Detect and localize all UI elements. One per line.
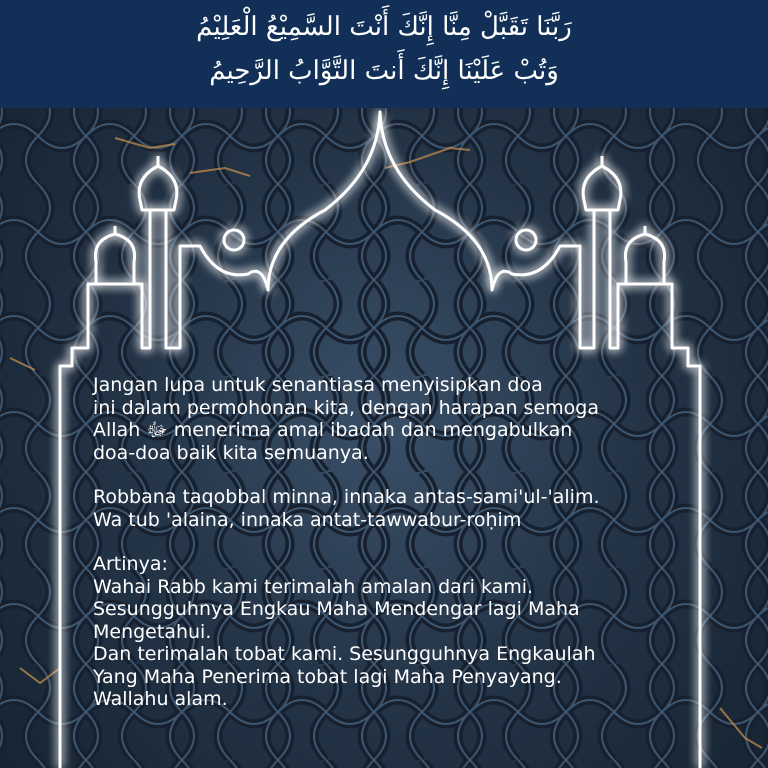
meaning-heading: Artinya: (93, 553, 168, 575)
meaning-paragraph: Wahai Rabb kami terimalah amalan dari kami. Sesungguhnya Engkau Maha Mendengar lagi Maha Mengetahui. Dan terimalah tobat kami. Sesungguhnya Engkaulah Yang Maha Penerima tobat lagi Maha Penyayang. Wallahu alam. (93, 575, 596, 710)
header-banner (0, 0, 768, 108)
arabic-prayer-line-2: وَتُبْ عَلَيْنَا إِنَّكَ أَنتَ التَّوَّابُ الرَّحِيمُ (209, 56, 559, 86)
intro-paragraph: Jangan lupa untuk senantiasa menyisipkan doa ini dalam permohonan kita, dengan harapan semoga Allah ﷻ menerima amal ibadah dan mengabulkan doa-doa baik kita semuanya. (93, 374, 599, 464)
prayer-body-text (93, 374, 693, 711)
arabic-prayer-line-1: رَبَّنَا تَقَبَّلْ مِنَّا إِنَّكَ أَنْتَ السَّمِيْعُ الْعَلِيْمُ (196, 12, 572, 42)
transliteration-paragraph: Robbana taqobbal minna, innaka antas-sami'ul-'alim. Wa tub 'alaina, innaka antat-tawwabur-roḥim (93, 486, 600, 531)
